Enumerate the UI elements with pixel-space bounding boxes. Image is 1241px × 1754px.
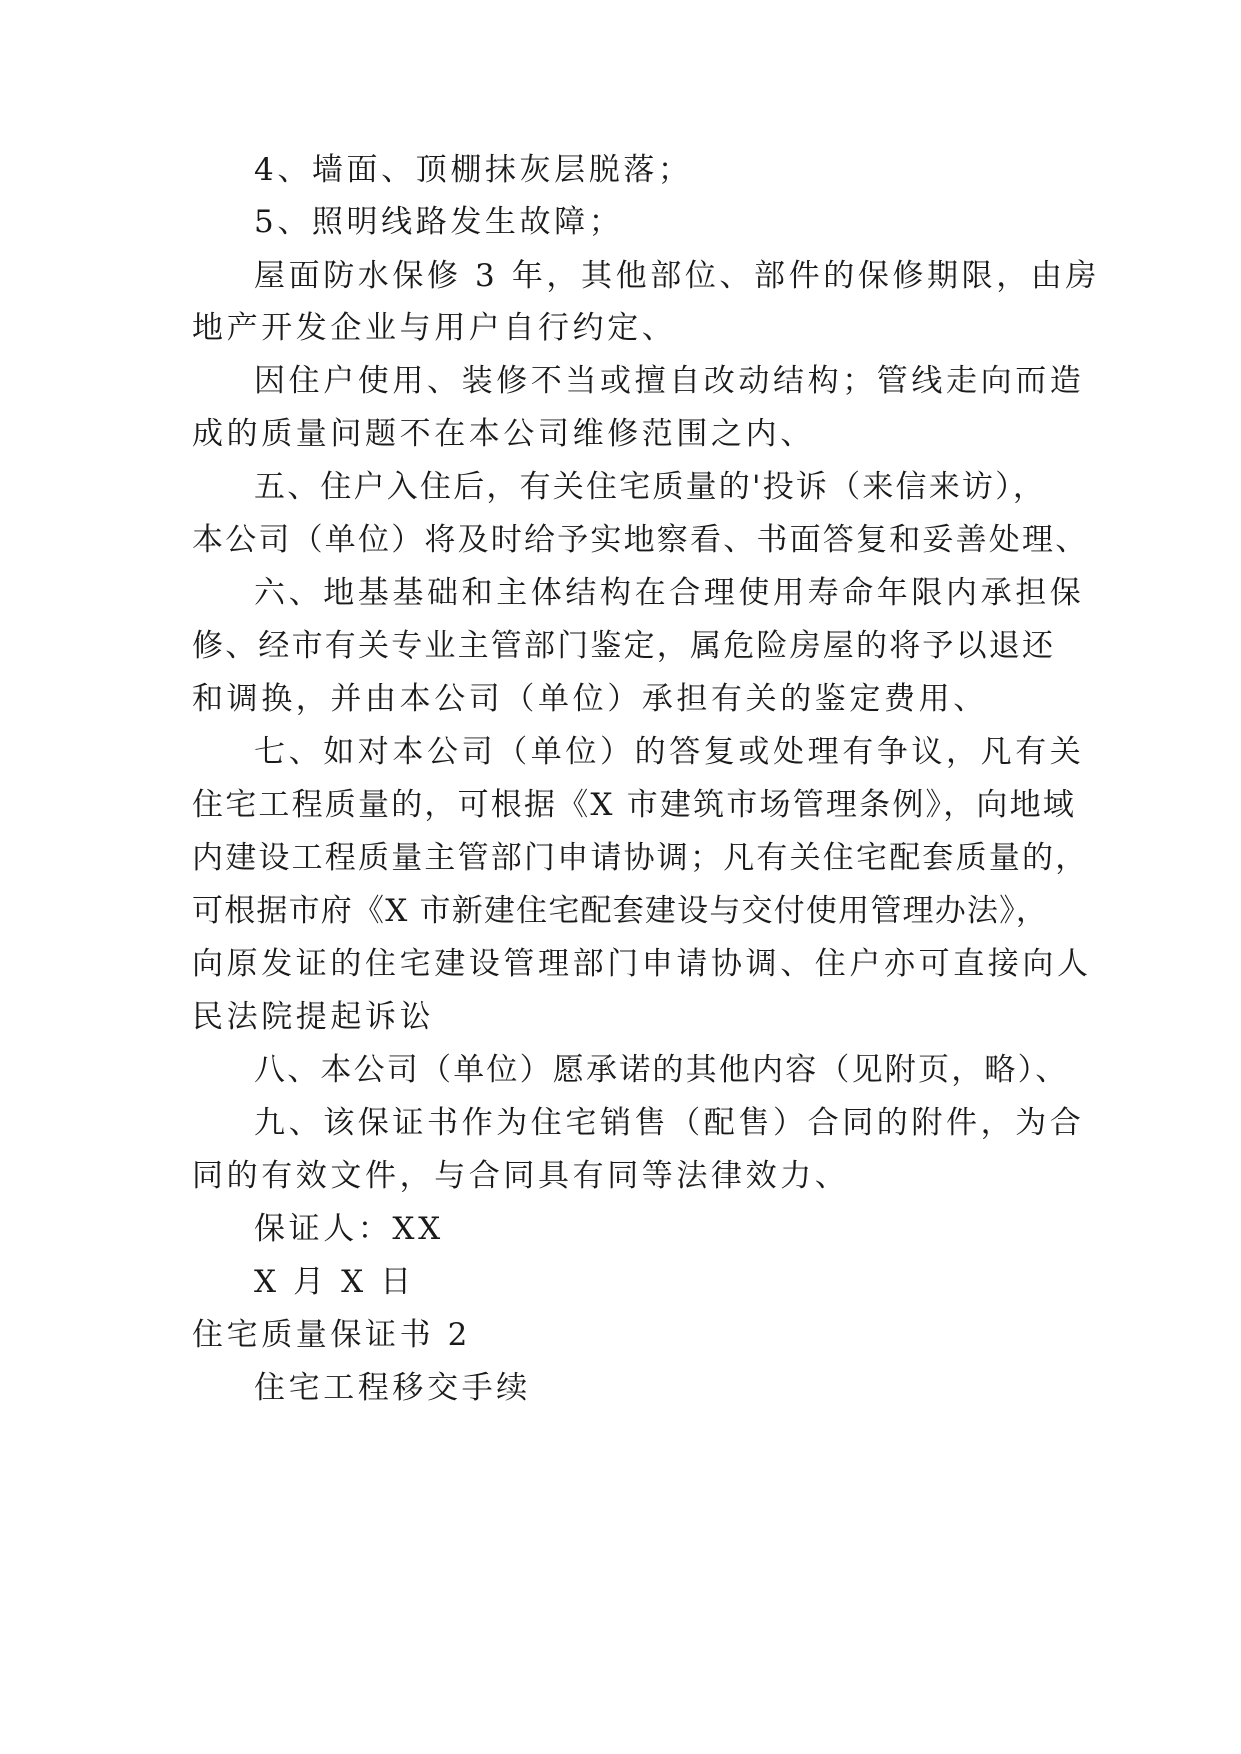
paragraph-line-18: 八、本公司（单位）愿承诺的其他内容（见附页，略）、 — [254, 1052, 1069, 1088]
paragraph-line-6: 成的质量问题不在本公司维修范围之内、 — [192, 416, 815, 452]
guarantor-line: 保证人：XX — [254, 1211, 444, 1247]
section-heading: 住宅质量保证书 2 — [192, 1317, 471, 1353]
paragraph-line-19: 九、该保证书作为住宅销售（配售）合同的附件，为合 — [254, 1105, 1085, 1141]
paragraph-line-15: 可根据市府《X 市新建住宅配套建设与交付使用管理办法》， — [192, 893, 1049, 929]
paragraph-line-3: 屋面防水保修 3 年，其他部位、部件的保修期限，由房 — [254, 258, 1101, 294]
paragraph-line-7: 五、住户入住后，有关住宅质量的'投诉（来信来访）， — [254, 469, 1047, 505]
paragraph-line-13: 住宅工程质量的，可根据《X 市建筑市场管理条例》，向地域 — [192, 787, 1077, 823]
paragraph-line-17: 民法院提起诉讼 — [192, 999, 435, 1035]
paragraph-line-8: 本公司（单位）将及时给予实地察看、书面答复和妥善处理、 — [192, 522, 1089, 558]
paragraph-line-10: 修、经市有关专业主管部门鉴定，属危险房屋的将予以退还 — [192, 628, 1056, 664]
paragraph-line-4: 地产开发企业与用户自行约定、 — [192, 310, 677, 346]
paragraph-line-2: 5、照明线路发生故障； — [254, 204, 624, 240]
paragraph-line-12: 七、如对本公司（单位）的答复或处理有争议，凡有关 — [254, 734, 1085, 770]
subsection-heading: 住宅工程移交手续 — [254, 1370, 531, 1406]
date-line: X 月 X 日 — [254, 1264, 415, 1300]
paragraph-line-1: 4、墙面、顶棚抹灰层脱落； — [254, 152, 693, 188]
paragraph-line-5: 因住户使用、装修不当或擅自改动结构；管线走向而造 — [254, 363, 1085, 399]
paragraph-line-14: 内建设工程质量主管部门申请协调；凡有关住宅配套质量的， — [192, 840, 1089, 876]
paragraph-line-9: 六、地基基础和主体结构在合理使用寿命年限内承担保 — [254, 575, 1085, 611]
paragraph-line-11: 和调换，并由本公司（单位）承担有关的鉴定费用、 — [192, 681, 988, 717]
paragraph-line-20: 同的有效文件，与合同具有同等法律效力、 — [192, 1158, 850, 1194]
paragraph-line-16: 向原发证的住宅建设管理部门申请协调、住户亦可直接向人 — [192, 946, 1092, 982]
